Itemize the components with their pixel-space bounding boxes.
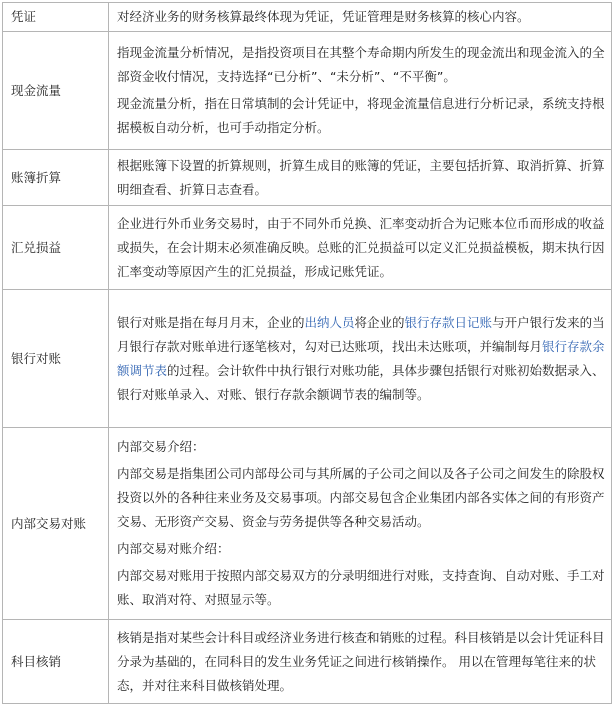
glossary-row [3, 290, 612, 428]
description-paragraph [117, 41, 605, 89]
description-cell [109, 428, 612, 620]
description-text: 内部交易是指集团公司内部母公司与其所属的子公司之间以及各子公司之间发生的除股权投资以外的各种往来业务及交易事项。内部交易包含企业集团内部各实体之间的有形资产交易、无形资产交易、资金与劳务提供等各种交易活动。 [117, 466, 605, 529]
term-cell: 凭证 [3, 3, 109, 32]
description-cell [109, 150, 612, 206]
term-cell: 内部交易对账 [3, 428, 109, 620]
term-cell: 账簿折算 [3, 150, 109, 206]
description-paragraph [117, 311, 605, 407]
description-text: 根据账簿下设置的折算规则，折算生成目的账簿的凭证，主要包括折算、取消折算、折算明细查看、折算日志查看。 [117, 157, 605, 197]
description-text: 核销是指对某些会计科目或经济业务进行核查和销账的过程。科目核销是以会计凭证科目分录为基础的，在同科目的发生业务凭证之间进行核销操作。 用以在管理每笔往来的状态，并对往来科目做核销处理。 [117, 629, 605, 693]
glossary-link[interactable]: 出纳人员 [304, 314, 355, 330]
glossary-row [3, 428, 612, 620]
description-cell [109, 620, 612, 704]
description-text: 内部交易对账介绍： [117, 541, 230, 556]
description-paragraph [117, 5, 605, 29]
description-text: 内部交易介绍： [117, 439, 205, 454]
description-text: 内部交易对账用于按照内部交易双方的分录明细进行对账，支持查询、自动对账、手工对账、取消对符、对照显示等。 [117, 568, 605, 607]
description-cell [109, 206, 612, 290]
glossary-table [2, 2, 612, 704]
description-paragraph [117, 626, 605, 698]
description-paragraph [117, 537, 605, 561]
description-paragraph [117, 154, 605, 202]
description-text: 现金流量分析，指在日常填制的会计凭证中，将现金流量信息进行分析记录，系统支持根据模板自动分析，也可手动指定分析。 [117, 96, 605, 135]
description-text: 将企业的 [354, 314, 405, 330]
description-text: 银行对账是指在每月月末，企业的 [117, 314, 305, 330]
description-text: 与开户银行发来的当月银行存款对账单进行逐笔核对，勾对已达账项，找出未达账项，并编制每月 [117, 314, 605, 354]
glossary-row [3, 206, 612, 290]
description-text: 的过程。会计软件中执行银行对账功能，具体步骤包括银行对账初始数据录入、银行对账单录入、对账、银行存款余额调节表的编制等。 [117, 362, 605, 402]
description-cell [109, 3, 612, 32]
glossary-row [3, 3, 612, 32]
term-cell: 科目核销 [3, 620, 109, 704]
term-cell: 汇兑损益 [3, 206, 109, 290]
glossary-link[interactable]: 银行存款日记账 [404, 314, 493, 330]
glossary-row [3, 32, 612, 150]
description-text: 对经济业务的财务核算最终体现为凭证，凭证管理是财务核算的核心内容。 [117, 9, 530, 24]
glossary-body [3, 3, 612, 704]
description-cell [109, 290, 612, 428]
description-cell [109, 32, 612, 150]
description-paragraph [117, 435, 605, 459]
glossary-row [3, 150, 612, 206]
description-paragraph [117, 92, 605, 140]
description-paragraph [117, 564, 605, 612]
glossary-row [3, 620, 612, 704]
description-text: 企业进行外币业务交易时，由于不同外币兑换、汇率变动折合为记账本位币而形成的收益或损失，在会计期末必须准确反映。总账的汇兑损益可以定义汇兑损益模板，期末执行因汇率变动等原因产生的汇兑损益，形成记账凭证。 [117, 215, 605, 279]
description-paragraph [117, 462, 605, 534]
description-text: 指现金流量分析情况，是指投资项目在其整个寿命期内所发生的现金流出和现金流入的全部资金收付情况，支持选择“已分析”、“未分析”、“不平衡”。 [117, 45, 605, 84]
term-cell: 现金流量 [3, 32, 109, 150]
term-cell: 银行对账 [3, 290, 109, 428]
glossary-link[interactable]: 银行存款余额调节表 [117, 338, 605, 378]
description-paragraph [117, 212, 605, 284]
